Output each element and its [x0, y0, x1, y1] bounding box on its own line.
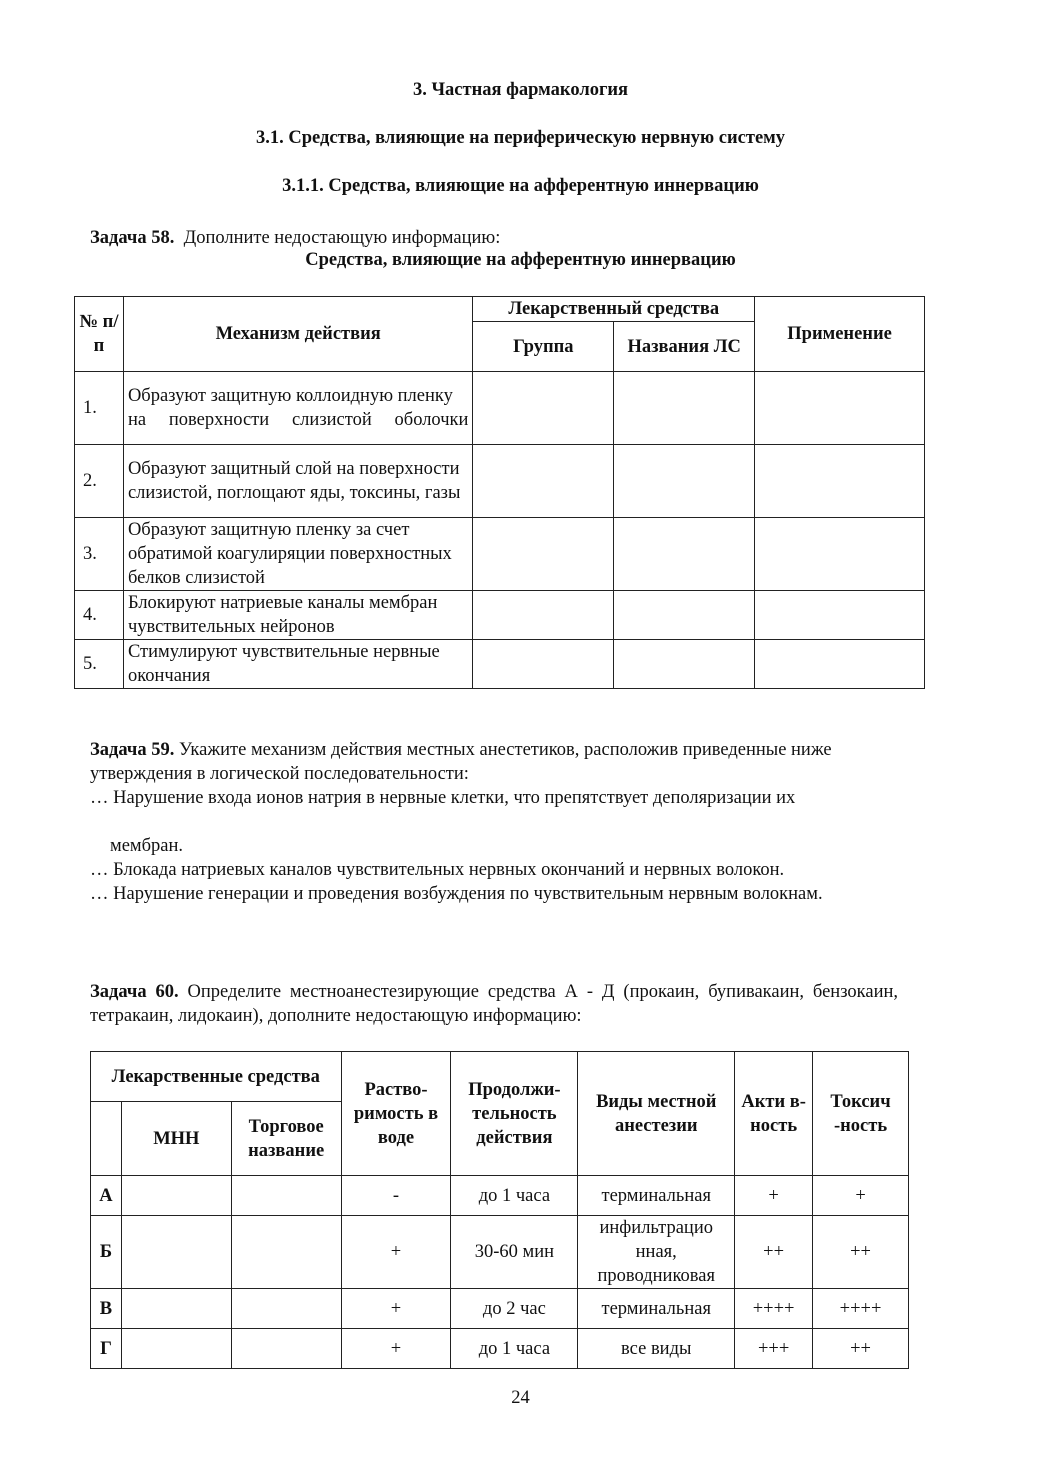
- row-toxicity: +: [813, 1176, 909, 1216]
- subsection-heading: 3.1.1. Средства, влияющие на афферентную иннервацию: [282, 176, 759, 196]
- row-number: 1.: [75, 372, 124, 445]
- row-solubility: +: [341, 1216, 451, 1289]
- row-mechanism: Блокируют натриевые каналы мембран чувствительных нейронов: [123, 591, 472, 640]
- row-activity: +: [735, 1176, 813, 1216]
- row-anesthesia: терминальная: [578, 1176, 735, 1216]
- row-letter: Г: [91, 1329, 122, 1369]
- table-row: [75, 640, 925, 689]
- table-row: [91, 1176, 909, 1216]
- task59-item-1: … Нарушение входа ионов натрия в нервные клетки, что препятствует деполяризации их: [90, 788, 796, 808]
- row-letter: А: [91, 1176, 122, 1216]
- row-names-cell[interactable]: [614, 445, 755, 518]
- row-group-cell[interactable]: [473, 445, 614, 518]
- chapter-heading: 3. Частная фармакология: [412, 80, 629, 100]
- row-mnn-cell[interactable]: [121, 1289, 231, 1329]
- row-number: 2.: [75, 445, 124, 518]
- task59-text: Укажите механизм действия местных анестетиков, расположив приведенные ниже утверждения в логической последовательности:: [90, 740, 832, 784]
- header-toxicity: Токсич -ность: [813, 1052, 909, 1176]
- header-mechanism: Механизм действия: [123, 297, 472, 372]
- row-group-cell[interactable]: [473, 372, 614, 445]
- row-anesthesia: все виды: [578, 1329, 735, 1369]
- row-group-cell[interactable]: [473, 640, 614, 689]
- row-group-cell[interactable]: [473, 591, 614, 640]
- page-number: 24: [511, 1388, 530, 1408]
- task60-intro: [90, 980, 898, 1028]
- task59-item-1-continuation: мембран.: [110, 836, 184, 856]
- header-anesthesia: Виды местной анестезии: [578, 1052, 735, 1176]
- task58-intro: [90, 226, 898, 250]
- task59-label: Задача 59.: [90, 740, 175, 760]
- header-group: Группа: [473, 322, 614, 372]
- header-duration: Продолжи-тельность действия: [451, 1052, 578, 1176]
- task58-table-title: Средства, влияющие на афферентную иннервацию: [305, 250, 736, 270]
- row-names-cell[interactable]: [614, 372, 755, 445]
- header-solubility: Раство-римость в воде: [341, 1052, 451, 1176]
- row-names-cell[interactable]: [614, 640, 755, 689]
- row-activity: +++: [735, 1329, 813, 1369]
- task59-item-2: … Блокада натриевых каналов чувствительных нервных окончаний и нервных волокон.: [90, 860, 785, 880]
- header-application: Применение: [755, 297, 925, 372]
- task58-label: Задача 58.: [90, 228, 175, 248]
- row-letter: В: [91, 1289, 122, 1329]
- header-names: Названия ЛС: [614, 322, 755, 372]
- row-names-cell[interactable]: [614, 591, 755, 640]
- row-toxicity: ++++: [813, 1289, 909, 1329]
- table-row: [75, 591, 925, 640]
- table-row: [75, 518, 925, 591]
- row-trade-cell[interactable]: [231, 1216, 341, 1289]
- row-trade-cell[interactable]: [231, 1289, 341, 1329]
- row-mnn-cell[interactable]: [121, 1176, 231, 1216]
- row-duration: до 1 часа: [451, 1176, 578, 1216]
- row-mechanism: Стимулируют чувствительные нервные окончания: [123, 640, 472, 689]
- header-empty: [91, 1102, 122, 1176]
- row-duration: до 1 часа: [451, 1329, 578, 1369]
- header-trade: Торговое название: [231, 1102, 341, 1176]
- table-row: [91, 1216, 909, 1289]
- header-activity: Акти в-ность: [735, 1052, 813, 1176]
- row-activity: ++++: [735, 1289, 813, 1329]
- row-group-cell[interactable]: [473, 518, 614, 591]
- header-drugs: Лекарственные средства: [91, 1052, 342, 1102]
- row-letter: Б: [91, 1216, 122, 1289]
- row-number: 5.: [75, 640, 124, 689]
- header-num: № п/п: [75, 297, 124, 372]
- row-solubility: +: [341, 1289, 451, 1329]
- row-application-cell[interactable]: [755, 518, 925, 591]
- row-mnn-cell[interactable]: [121, 1329, 231, 1369]
- task60-table: [90, 1051, 909, 1369]
- row-application-cell[interactable]: [755, 372, 925, 445]
- row-number: 3.: [75, 518, 124, 591]
- task58-text: Дополните недостающую информацию:: [183, 228, 501, 248]
- row-anesthesia: терминальная: [578, 1289, 735, 1329]
- row-mechanism: Образуют защитную пленку за счет обратимой коагулиряции поверхностных белков слизистой: [123, 518, 472, 591]
- row-duration: до 2 час: [451, 1289, 578, 1329]
- header-drugs: Лекарственный средства: [473, 297, 755, 322]
- section-heading: 3.1. Средства, влияющие на периферическую нервную систему: [255, 128, 786, 148]
- row-anesthesia: инфильтрацио нная, проводниковая: [578, 1216, 735, 1289]
- row-solubility: +: [341, 1329, 451, 1369]
- task59-intro: [90, 738, 898, 786]
- row-application-cell[interactable]: [755, 445, 925, 518]
- task60-label: Задача 60.: [90, 982, 179, 1002]
- table-row: [91, 1289, 909, 1329]
- table-row: [75, 372, 925, 445]
- row-toxicity: ++: [813, 1216, 909, 1289]
- row-names-cell[interactable]: [614, 518, 755, 591]
- task59-item-3: … Нарушение генерации и проведения возбуждения по чувствительным нервным волокнам.: [90, 884, 823, 904]
- row-trade-cell[interactable]: [231, 1329, 341, 1369]
- row-duration: 30-60 мин: [451, 1216, 578, 1289]
- task58-table: [74, 296, 925, 689]
- row-mnn-cell[interactable]: [121, 1216, 231, 1289]
- row-activity: ++: [735, 1216, 813, 1289]
- row-solubility: -: [341, 1176, 451, 1216]
- table-row: [75, 445, 925, 518]
- table-row: [91, 1329, 909, 1369]
- row-mechanism: Образуют защитную коллоидную пленку на поверхности слизистой оболочки: [123, 372, 472, 445]
- row-trade-cell[interactable]: [231, 1176, 341, 1216]
- row-number: 4.: [75, 591, 124, 640]
- row-application-cell[interactable]: [755, 640, 925, 689]
- row-mechanism: Образуют защитный слой на поверхности слизистой, поглощают яды, токсины, газы: [123, 445, 472, 518]
- task60-text: Определите местноанестезирующие средства А - Д (прокаин, бупивакаин, бензокаин, тетракаин, лидокаин), дополните недостающую информацию:: [90, 982, 898, 1026]
- row-application-cell[interactable]: [755, 591, 925, 640]
- header-mnn: МНН: [121, 1102, 231, 1176]
- row-toxicity: ++: [813, 1329, 909, 1369]
